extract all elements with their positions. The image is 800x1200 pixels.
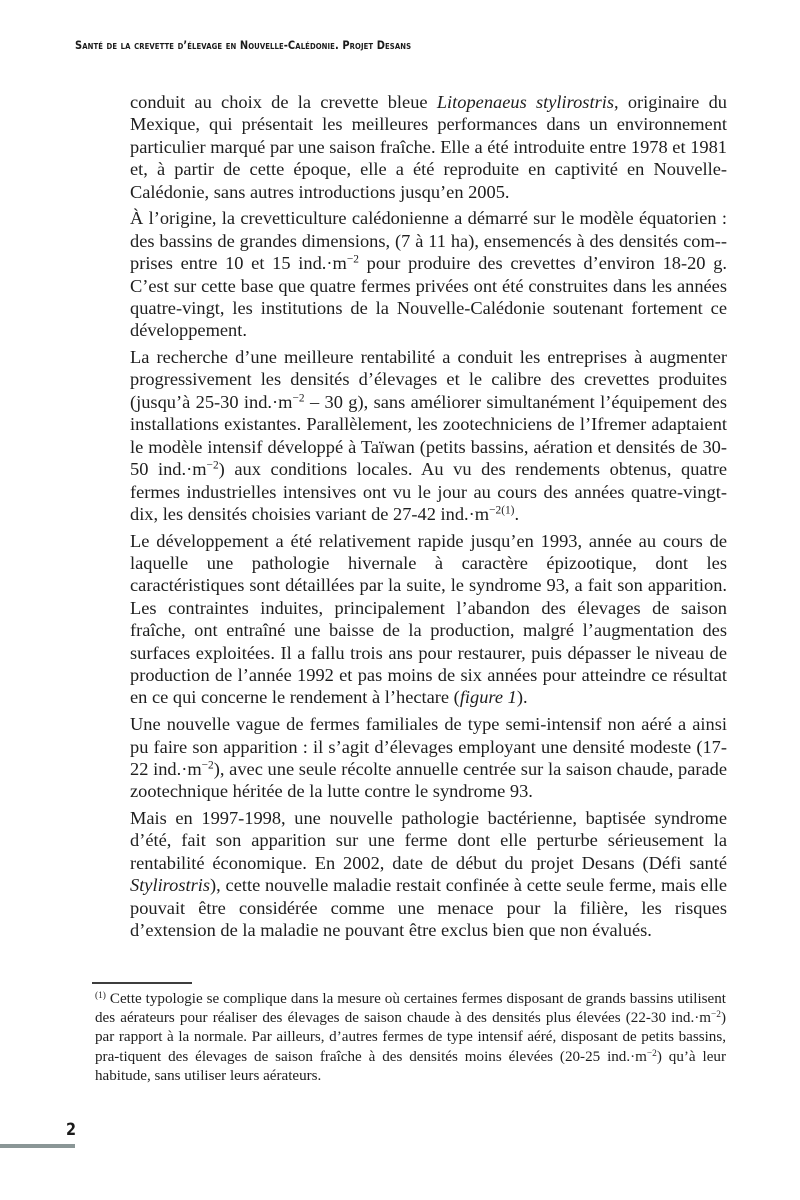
paragraph-3 [130,346,727,525]
text-run: À l’origine, la crevetticulture calédonienne a démarré sur le modèle équatorien : des bassins de grandes dimensions, (7 à 11 ha), ensemencés à des densités com-prises entre 10 et 15 ind.·m [130,208,727,274]
text-run: ). [516,687,528,708]
page-number-bar [0,1144,75,1148]
species-name: Stylirostris [130,875,211,896]
text-run: Le développement a été relativement rapide jusqu’en 1993, année au cours de laquelle une pathologie hivernale à caractère épizootique, dont les caractéristiques sont détaillées par la suite, le syndrome 93, a fait son apparition. Les contraintes induites, principalement l’abandon des élevages de saison fraîche, ont entraîné une baisse de la production, malgré l’augmentation des surfaces exploitées. Il a fallu trois ans pour restaurer, puis dépasser le niveau de production de l’année 1992 et pas moins de six années pour atteindre ce résultat en ce qui concerne le rendement à l’hectare ( [130,530,727,708]
running-head: Santé de la crevette d’élevage en Nouvelle-Calédonie. Projet Desans [75,38,412,52]
figure-reference[interactable]: figure 1 [459,687,517,708]
footnote-marker: (1) [95,990,106,1001]
footnote-1 [95,990,726,1086]
text-run: pour produire des crevettes d’environ 18-20 g. C’est sur cette base que quatre fermes privées ont été construites dans les années quatre-vingt, les institutions de la Nouvelle-Calédonie soutenant fortement ce développement. [130,253,727,341]
paragraph-4 [130,530,727,709]
exponent: −2 [206,459,219,472]
text-run: ), avec une seule récolte annuelle centrée sur la saison chaude, parade zootechnique héritée de la lutte contre le syndrome 93. [130,758,727,802]
text-run: . [514,503,520,524]
exponent: −2 [489,504,502,517]
text-run: Mais en 1997-1998, une nouvelle pathologie bactérienne, baptisée syndrome d’été, fait son apparition sur une ferme dont elle perturbe sérieusement la rentabilité économique. En 2002, date de début du projet Desans (Défi santé [130,808,727,873]
paragraph-2 [130,207,727,341]
footnote-divider [92,982,192,984]
text-run: conduit au choix de la crevette bleue [130,92,437,112]
text-run: Cette typologie se complique dans la mesure où certaines fermes disposant de grands bassins utilisent des aérateurs pour réaliser des élevages de saison chaude à des densités plus élevées (22-30 ind.·m [95,991,726,1027]
text-run: , originaire du Mexique, qui présentait les meilleures performances dans un environnement particulier marqué par une saison fraîche. Elle a été introduite entre 1978 et 1981 et, à partir de cette époque, elle a été reproduite en captivité en Nouvelle-Calédonie, sans autres introductions jusqu’en 2005. [130,92,727,202]
body-text [130,91,727,946]
text-run: – 30 g), sans améliorer simultanément l’équipement des installations existantes. Parallèlement, les zootechniciens de l’Ifremer adaptaient le modèle intensif développé à Taïwan (petits bassins, aération et densités de 30-50 ind.·m [130,391,727,480]
footnote [95,990,726,1086]
species-name: Litopenaeus stylirostris [436,92,614,112]
text-run: La recherche d’une meilleure rentabilité a conduit les entreprises à augmenter progressivement les densités d’élevages et le calibre des crevettes produites (jusqu’à 25-30 ind.·m [130,347,727,412]
paragraph-5 [130,713,727,803]
text-run: ), cette nouvelle maladie restait confinée à cette seule ferme, mais elle pouvait être considérée comme une menace pour la filière, les risques d’extension de la maladie ne pouvant être exclus bien que non évalués. [130,875,727,941]
text-run: Une nouvelle vague de fermes familiales de type semi-intensif non aéré a ainsi pu faire son apparition : il s’agit d’élevages employant une densité modeste (17-22 ind.·m [130,714,727,779]
exponent: −2 [346,253,359,266]
exponent: −2 [711,1010,721,1021]
exponent: −2 [201,759,214,772]
paragraph-6 [130,807,727,941]
paragraph-1 [130,91,727,203]
text-run: ) qu’à leur habitude, sans utiliser leurs aérateurs. [95,1048,727,1084]
exponent: −2 [646,1048,657,1059]
text-run: ) par rapport à la normale. Par ailleurs, d’autres fermes de type intensif aéré, disposant de petits bassins, pra-tiquent des élevages de saison fraîche à des densités moins élevées (20-25 ind.·m [95,1010,726,1065]
text-run: ) aux conditions locales. Au vu des rendements obtenus, quatre fermes industrielles intensives ont vu le jour au cours des années quatre-vingt-dix, les densités choisies variant de 27-42 ind.·m [130,459,728,524]
footnote-reference[interactable]: (1) [501,504,515,517]
exponent: −2 [292,392,305,405]
page-number: 2 [66,1120,77,1140]
